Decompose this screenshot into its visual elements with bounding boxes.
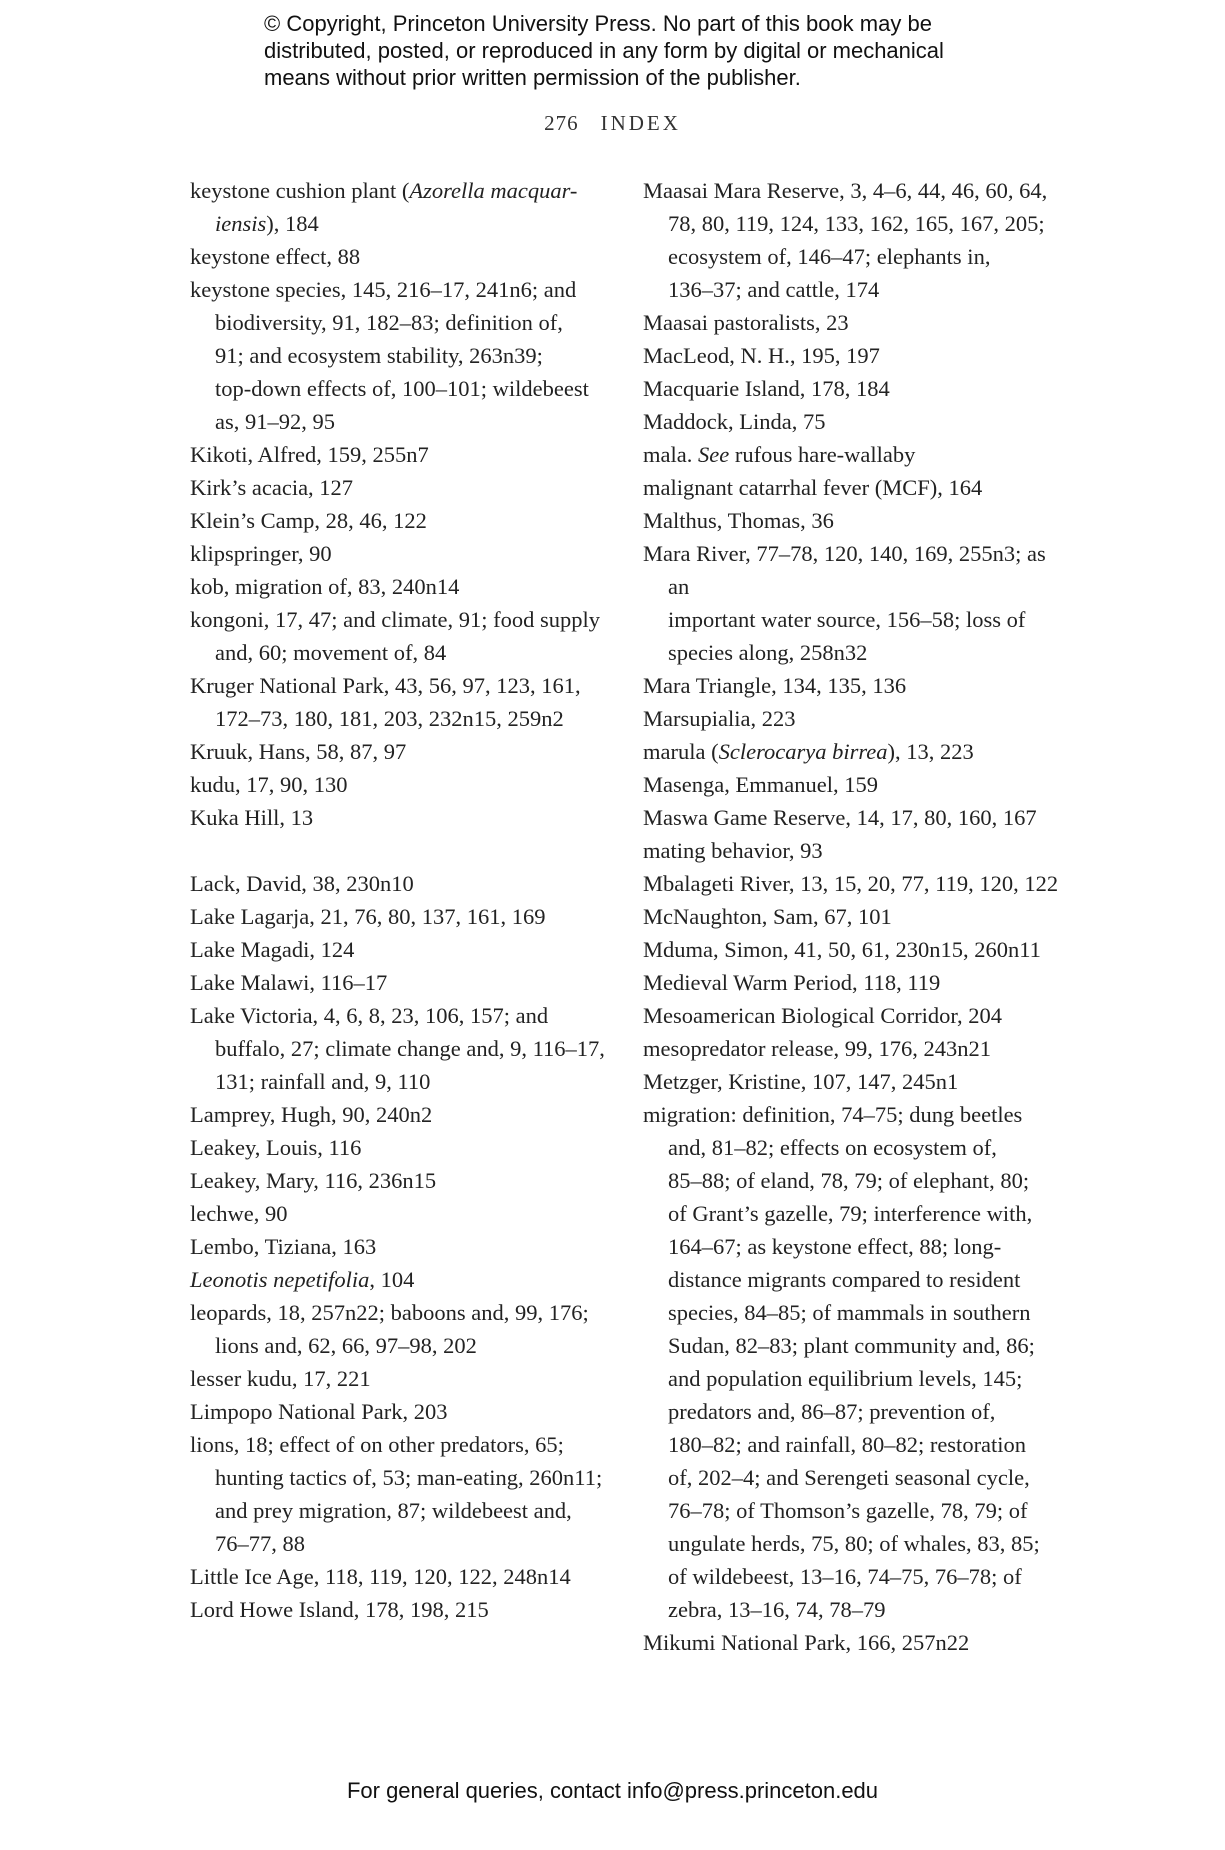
index-entry: lesser kudu, 17, 221 (190, 1366, 371, 1391)
copyright-notice (264, 10, 1024, 91)
index-entry: kongoni, 17, 47; and climate, 91; food supply and, 60; movement of, 84 (190, 607, 600, 665)
index-entry: Maddock, Linda, 75 (643, 409, 826, 434)
index-entry: Macquarie Island, 178, 184 (643, 376, 890, 401)
index-entry: Little Ice Age, 118, 119, 120, 122, 248n14 (190, 1564, 571, 1589)
index-entry: McNaughton, Sam, 67, 101 (643, 904, 892, 929)
index-entry: Kikoti, Alfred, 159, 255n7 (190, 442, 429, 467)
index-entry: Leakey, Louis, 116 (190, 1135, 362, 1160)
index-entry: marula (Sclerocarya birrea), 13, 223 (643, 739, 974, 764)
index-entry: mesopredator release, 99, 176, 243n21 (643, 1036, 992, 1061)
index-entry: Medieval Warm Period, 118, 119 (643, 970, 941, 995)
index-column-right (643, 174, 1063, 1659)
index-entry: Lake Victoria, 4, 6, 8, 23, 106, 157; and buffalo, 27; climate change and, 9, 116–17, 131; rainfall and, 9, 110 (190, 1003, 605, 1094)
index-entry: Mbalageti River, 13, 15, 20, 77, 119, 120, 122 (643, 871, 1059, 896)
index-column-left (190, 174, 610, 1626)
running-head (0, 111, 1225, 136)
index-entry: mala. See rufous hare-wallaby (643, 442, 916, 467)
index-entry: keystone species, 145, 216–17, 241n6; and biodiversity, 91, 182–83; definition of, 91; and ecosystem stability, 263n39; top-down effects of, 100–101; wildebeest as, 91–92, 95 (190, 277, 589, 434)
index-entry: Marsupialia, 223 (643, 706, 796, 731)
index-entry: Maasai Mara Reserve, 3, 4–6, 44, 46, 60, 64, 78, 80, 119, 124, 133, 162, 165, 167, 205; ecosystem of, 146–47; elephants in, 136–37; and cattle, 174 (643, 178, 1048, 302)
copyright-line: distributed, posted, or reproduced in any form by digital or mechanical (264, 38, 944, 63)
index-entry: Maswa Game Reserve, 14, 17, 80, 160, 167 (643, 805, 1037, 830)
index-entry: mating behavior, 93 (643, 838, 823, 863)
index-entry: leopards, 18, 257n22; baboons and, 99, 176; lions and, 62, 66, 97–98, 202 (190, 1300, 589, 1358)
index-entry: keystone cushion plant (Azorella macquar- iensis), 184 (190, 178, 578, 236)
index-entry: MacLeod, N. H., 195, 197 (643, 343, 880, 368)
index-entry: Mara River, 77–78, 120, 140, 169, 255n3; as an important water source, 156–58; loss of species along, 258n32 (643, 541, 1046, 665)
index-entry: Mikumi National Park, 166, 257n22 (643, 1630, 970, 1655)
index-entry: Kruger National Park, 43, 56, 97, 123, 161, 172–73, 180, 181, 203, 232n15, 259n2 (190, 673, 581, 731)
index-entry: Maasai pastoralists, 23 (643, 310, 849, 335)
index-entry: Lake Magadi, 124 (190, 937, 355, 962)
index-entry: Masenga, Emmanuel, 159 (643, 772, 878, 797)
index-entry: Lamprey, Hugh, 90, 240n2 (190, 1102, 433, 1127)
index-entry: Kruuk, Hans, 58, 87, 97 (190, 739, 407, 764)
copyright-line: © Copyright, Princeton University Press. No part of this book may be (264, 11, 932, 36)
index-entry: Lord Howe Island, 178, 198, 215 (190, 1597, 489, 1622)
index-entry: Mara Triangle, 134, 135, 136 (643, 673, 907, 698)
index-entry: Malthus, Thomas, 36 (643, 508, 834, 533)
index-entry: Limpopo National Park, 203 (190, 1399, 448, 1424)
index-entry: keystone effect, 88 (190, 244, 361, 269)
index-entry: Lake Malawi, 116–17 (190, 970, 388, 995)
index-entry: Lembo, Tiziana, 163 (190, 1234, 377, 1259)
index-entry: malignant catarrhal fever (MCF), 164 (643, 475, 983, 500)
footer-contact: For general queries, contact info@press.princeton.edu (346, 1778, 879, 1803)
index-entry: Kirk’s acacia, 127 (190, 475, 354, 500)
index-entry: Kuka Hill, 13 (190, 805, 314, 830)
index-entry: klipspringer, 90 (190, 541, 332, 566)
index-entry: Klein’s Camp, 28, 46, 122 (190, 508, 427, 533)
index-entry: Mesoamerican Biological Corridor, 204 (643, 1003, 1003, 1028)
index-entry: Lack, David, 38, 230n10 (190, 871, 414, 896)
index-entry: lechwe, 90 (190, 1201, 288, 1226)
index-entry: Leonotis nepetifolia, 104 (190, 1267, 415, 1292)
index-entry: lions, 18; effect of on other predators, 65; hunting tactics of, 53; man-eating, 260n11; and prey migration, 87; wildebeest and, 76–77, 88 (190, 1432, 603, 1556)
index-entry: kudu, 17, 90, 130 (190, 772, 348, 797)
index-entry: Metzger, Kristine, 107, 147, 245n1 (643, 1069, 959, 1094)
index-entry: migration: definition, 74–75; dung beetles and, 81–82; effects on ecosystem of, 85–88; of eland, 78, 79; of elephant, 80; of Grant’s gazelle, 79; interference with, 164–67; as keystone effect, 88; long- distance migrants compared to resident species, 84–85; of mammals in southern Sudan, 82–83; plant community and, 86; and population equilibrium levels, 145; predators and, 86–87; prevention of, 180–82; and rainfall, 80–82; restoration of, 202–4; and Serengeti seasonal cycle, 76–78; of Thomson’s gazelle, 78, 79; of ungulate herds, 75, 80; of whales, 83, 85; of wildebeest, 13–16, 74–75, 76–78; of zebra, 13–16, 74, 78–79 (643, 1102, 1040, 1622)
copyright-line: means without prior written permission of the publisher. (264, 65, 801, 90)
page-number: 276 (544, 111, 579, 135)
index-entry: kob, migration of, 83, 240n14 (190, 574, 460, 599)
index-entry: Lake Lagarja, 21, 76, 80, 137, 161, 169 (190, 904, 546, 929)
index-entry: Mduma, Simon, 41, 50, 61, 230n15, 260n11 (643, 937, 1041, 962)
section-title: INDEX (600, 111, 681, 135)
index-entry: Leakey, Mary, 116, 236n15 (190, 1168, 437, 1193)
